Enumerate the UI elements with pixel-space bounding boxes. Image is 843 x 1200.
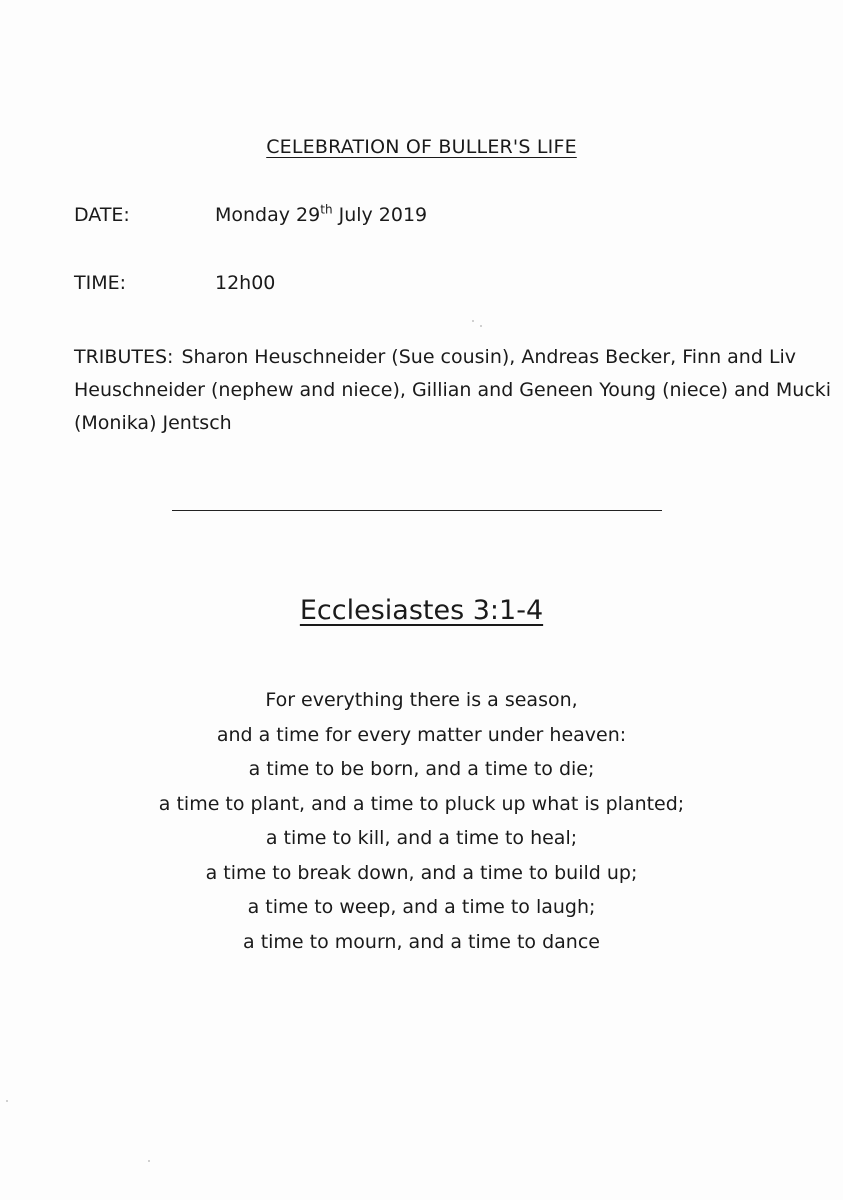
verse-line: a time to weep, and a time to laugh;	[247, 896, 596, 918]
verse-line: a time to plant, and a time to pluck up what is planted;	[158, 792, 685, 815]
time-value: 12h00	[215, 272, 276, 294]
date-label: DATE:	[74, 204, 130, 226]
scan-speck	[480, 325, 482, 327]
time-label: TIME:	[74, 272, 127, 294]
verse-line: For everything there is a season,	[265, 689, 578, 711]
date-ordinal-suffix: th	[320, 202, 333, 217]
verse-line: and a time for every matter under heaven:	[216, 723, 627, 746]
verse-line: a time to break down, and a time to build up;	[205, 861, 638, 884]
tributes-paragraph	[74, 341, 834, 440]
verse-line: a time to kill, and a time to heal;	[265, 827, 578, 849]
scan-speck	[6, 1100, 8, 1102]
tributes-text: Sharon Heuschneider (Sue cousin), Andreas Becker, Finn and Liv Heuschneider (nephew and niece), Gillian and Geneen Young (niece) and Mucki (Monika) Jentsch	[74, 346, 832, 434]
section-divider	[172, 510, 662, 511]
verse-line: a time to be born, and a time to die;	[248, 758, 595, 780]
tributes-label: TRIBUTES:	[74, 346, 174, 368]
date-value-main: Monday 29	[215, 204, 321, 226]
scripture-verse	[0, 683, 843, 959]
verse-line: a time to mourn, and a time to dance	[243, 930, 600, 953]
date-value	[215, 204, 427, 226]
scripture-reference: Ecclesiastes 3:1-4	[299, 595, 544, 626]
document-title: CELEBRATION OF BULLER'S LIFE	[266, 136, 577, 158]
date-value-rest: July 2019	[332, 204, 428, 226]
scan-speck	[472, 320, 474, 322]
scan-speck	[148, 1160, 150, 1162]
